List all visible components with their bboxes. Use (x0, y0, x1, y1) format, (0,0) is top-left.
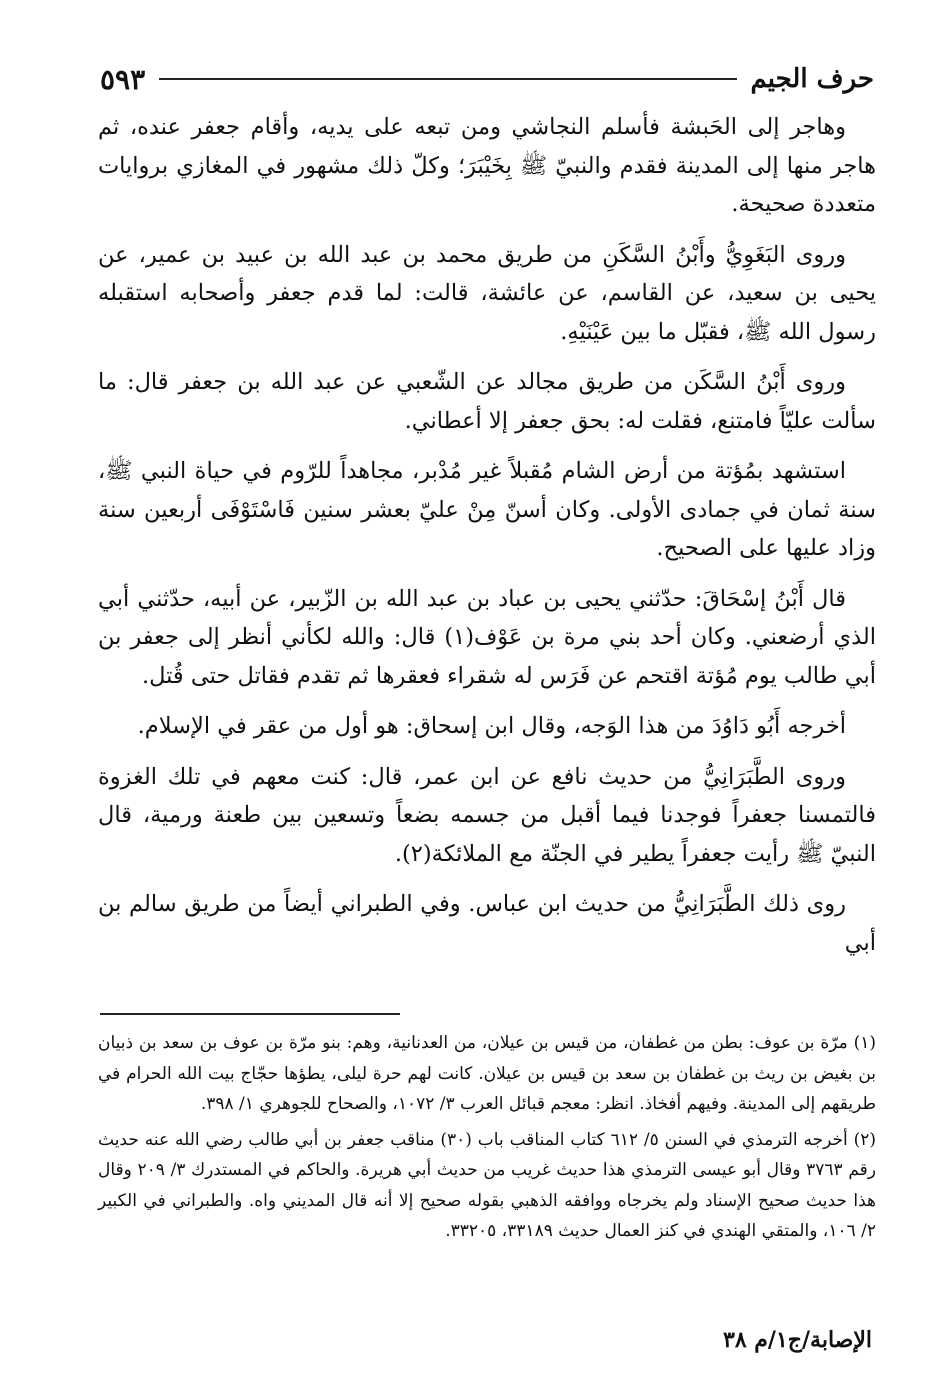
paragraph: وروى البَغَوِيُّ وأَبْنُ السَّكَنِ من طريق محمد بن عبد الله بن عبيد بن عمير، عن يحيى بن سعيد، عن القاسم، عن عائشة، قالت: لما قدم جعفر وأصحابه استقبله رسول الله ﷺ، فقبّل ما بين عَيْنَيْهِ. (98, 241, 876, 345)
running-title: حرف الجيم (750, 64, 874, 94)
page-header (100, 58, 874, 100)
page-number: ٥٩٣ (100, 62, 146, 96)
footnote: (١) مرّة بن عوف: بطن من غطفان، من قيس بن عيلان، من العدنانية، وهم: بنو مرّة بن عوف بن سعد بن ذبيان بن بغيض بن ريث بن غطفان بن سعد بن قيس بن عيلان. كانت لهم حرة ليلى، يطؤها حجّاج بيت الله الحرام في طريقهم إلى المدينة. وفيهم أفخاذ. انظر: معجم قبائل العرب ٣/ ١٠٧٢، والصحاح للجوهري ١/ ٣٩٨. (98, 1033, 876, 1114)
paragraph: وروى أَبْنُ السَّكَن من طريق مجالد عن الشّعبي عن عبد الله بن جعفر قال: ما سألت عليّاً فامتنع، فقلت له: بحق جعفر إلا أعطاني. (98, 369, 876, 434)
page-footer-signature: الإصابة/ج١/م ٣٨ (723, 1327, 872, 1353)
footnotes (98, 1028, 876, 1252)
paragraph: أخرجه أَبُو دَاوُدَ من هذا الوَجه، وقال ابن إسحاق: هو أول من عقر في الإسلام. (137, 713, 846, 739)
paragraph: روى ذلك الطَّبَرَانِيُّ من حديث ابن عباس. وفي الطبراني أيضاً من طريق سالم بن أبي (98, 891, 876, 956)
paragraph: وهاجر إلى الحَبشة فأسلم النجاشي ومن تبعه على يديه، وأقام جعفر عنده، ثم هاجر منها إلى المدينة فقدم والنبيّ ﷺ بِخَيْبَرَ؛ وكلّ ذلك مشهور في المغازي بروايات متعددة صحيحة. (98, 114, 876, 217)
paragraph: استشهد بمُؤتة من أرض الشام مُقبلاً غير مُدْبر، مجاهداً للرّوم في حياة النبي ﷺ، سنة ثمان في جمادى الأولى. وكان أسنّ مِنْ عليّ بعشر سنين فَاسْتَوْفَى أربعين سنة وزاد عليها على الصحيح. (98, 458, 876, 561)
paragraph: وروى الطَّبَرَانِيُّ من حديث نافع عن ابن عمر، قال: كنت معهم في تلك الغزوة فالتمسنا جعفراً فوجدنا فيما أقبل من جسمه بضعاً وتسعين بين طعنة ورمية، قال النبيّ ﷺ رأيت جعفراً يطير في الجنّة مع الملائكة(٢). (98, 763, 876, 867)
footnote-separator (100, 1013, 400, 1015)
paragraph: قال أَبْنُ إسْحَاقَ: حدّثني يحيى بن عباد بن عبد الله بن الزّبير، عن أبيه، حدّثني أبي الذي أرضعني. وكان أحد بني مرة بن عَوْف(١) قال: والله لكأني أنظر إلى جعفر بن أبي طالب يوم مُؤتة اقتحم عن فَرَس له شقراء فعقرها ثم تقدم فقاتل حتى قُتل. (98, 585, 876, 689)
header-rule (159, 78, 736, 80)
footnote: (٢) أخرجه الترمذي في السنن ٥/ ٦١٢ كتاب المناقب باب (٣٠) مناقب جعفر بن أبي طالب رضي الله عنه حديث رقم ٣٧٦٣ وقال أبو عيسى الترمذي هذا حديث غريب من حديث أبي هريرة. والحاكم في المستدرك ٣/ ٢٠٩ وقال هذا حديث صحيح الإسناد ولم يخرجاه ووافقه الذهبي بقوله صحيح إلا أنه قال المديني واه. والطبراني في الكبير ٢/ ١٠٦، والمتقي الهندي في كنز العمال حديث ٣٣١٨٩، ٣٣٢٠٥. (98, 1129, 876, 1241)
main-text (98, 108, 876, 974)
